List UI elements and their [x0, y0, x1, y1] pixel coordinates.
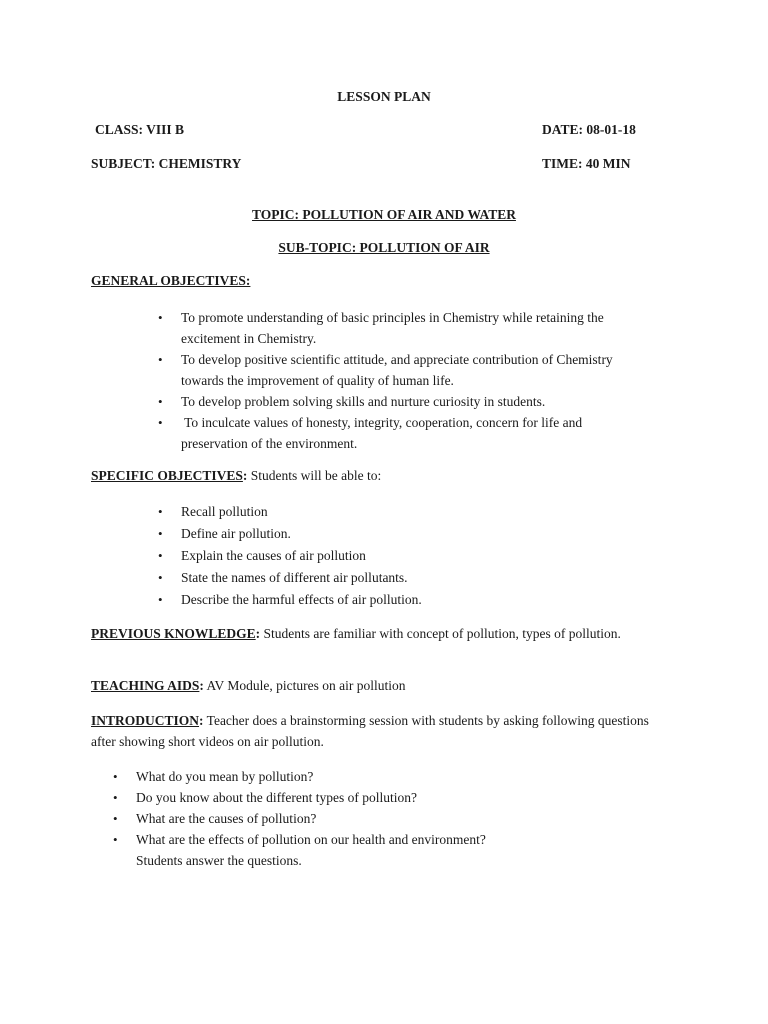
list-item: • To inculcate values of honesty, integrity, cooperation, concern for life and preservation of the environment. — [157, 412, 613, 454]
list-item: • What do you mean by pollution? — [112, 766, 486, 787]
document-title: LESSON PLAN — [337, 89, 431, 104]
teaching-aids-text: AV Module, pictures on air pollution — [203, 678, 406, 693]
previous-knowledge-heading: PREVIOUS KNOWLEDGE — [91, 626, 256, 641]
students-answer-note: Students answer the questions. — [136, 853, 302, 868]
specific-objectives-heading: SPECIFIC OBJECTIVES — [91, 468, 243, 483]
list-item: • State the names of different air pollutants. — [157, 567, 422, 588]
subject-label: SUBJECT: CHEMISTRY — [91, 156, 242, 171]
list-item: • What are the causes of pollution? — [112, 808, 486, 829]
time-label: TIME: 40 MIN — [542, 156, 631, 171]
specific-objectives-list — [157, 501, 422, 610]
specific-objectives-intro: Students will be able to: — [247, 468, 382, 483]
list-item: • Describe the harmful effects of air pollution. — [157, 589, 422, 610]
introduction-paragraph: INTRODUCTION: Teacher does a brainstorming session with students by asking following questions after showing short videos on air pollution. — [91, 713, 649, 749]
list-item: • To promote understanding of basic principles in Chemistry while retaining the excitement in Chemistry. — [157, 307, 613, 349]
subtopic-heading: SUB-TOPIC: POLLUTION OF AIR — [278, 240, 490, 255]
list-item: • To develop problem solving skills and nurture curiosity in students. — [157, 391, 613, 412]
date-label: DATE: 08-01-18 — [542, 122, 636, 137]
general-objectives-heading: GENERAL OBJECTIVES: — [91, 273, 251, 288]
previous-knowledge-text: Students are familiar with concept of pollution, types of pollution. — [260, 626, 621, 641]
list-item: • Recall pollution — [157, 501, 422, 522]
list-item: • Do you know about the different types of pollution? — [112, 787, 486, 808]
list-item: • Define air pollution. — [157, 523, 422, 544]
introduction-heading: INTRODUCTION — [91, 713, 200, 728]
general-objectives-list — [157, 307, 613, 454]
list-item: • What are the effects of pollution on our health and environment? Students answer the questions. — [112, 829, 486, 871]
class-label: CLASS: VIII B — [95, 122, 185, 137]
teaching-aids-heading: TEACHING AIDS — [91, 678, 200, 693]
introduction-text: Teacher does a brainstorming session with students by asking following questions after showing short videos on air pollution. — [91, 713, 649, 749]
teaching-aids-line: TEACHING AIDS: AV Module, pictures on air pollution — [91, 678, 406, 693]
topic-heading: TOPIC: POLLUTION OF AIR AND WATER — [252, 207, 516, 222]
previous-knowledge-paragraph: PREVIOUS KNOWLEDGE: Students are familiar with concept of pollution, types of pollution. — [91, 626, 621, 641]
specific-objectives-line: SPECIFIC OBJECTIVES: Students will be able to: — [91, 468, 382, 483]
list-item: • Explain the causes of air pollution — [157, 545, 422, 566]
list-item: • To develop positive scientific attitude, and appreciate contribution of Chemistry towards the improvement of quality of human life. — [157, 349, 613, 391]
introduction-questions-list — [112, 766, 486, 871]
